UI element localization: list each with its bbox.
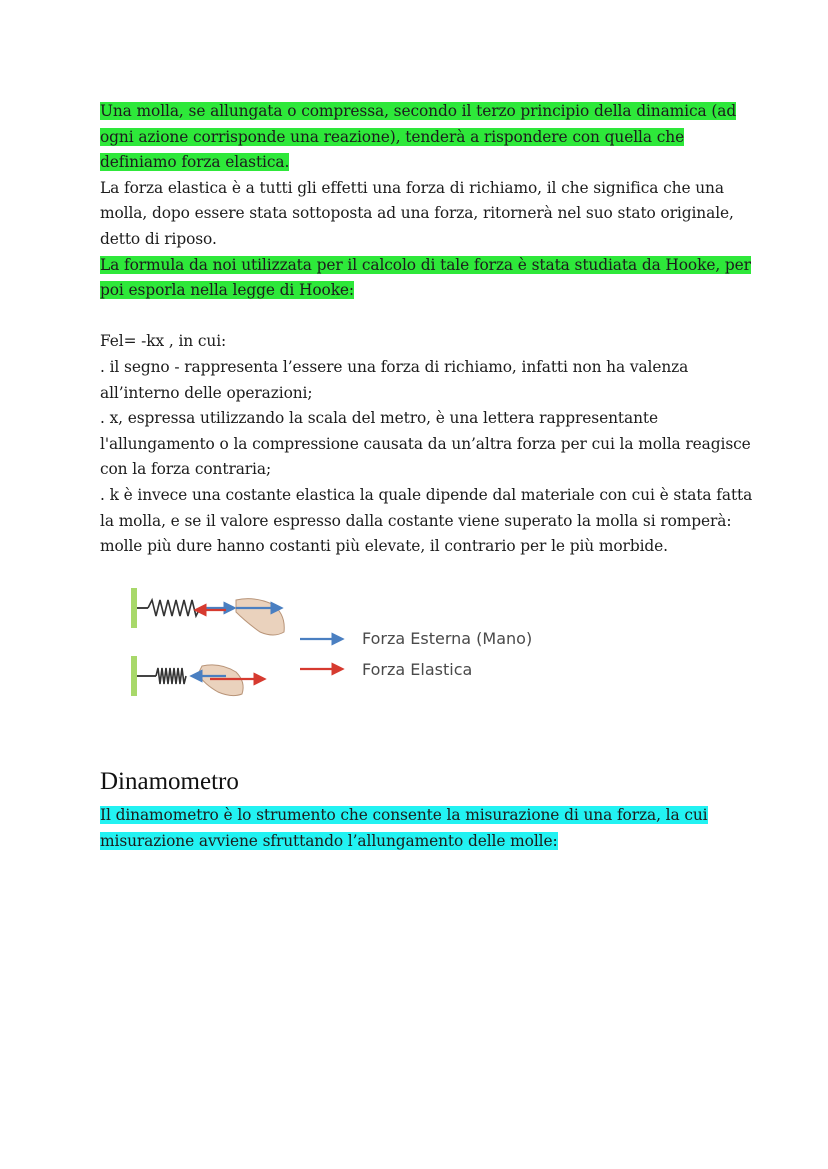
legend-elastic-label: Forza Elastica: [362, 660, 473, 679]
text-line: poi esporla nella legge di Hooke:: [100, 281, 355, 300]
stretched-spring: [131, 588, 284, 635]
text-line: la molla, e se il valore espresso dalla costante viene superato la molla si romperà:: [100, 511, 732, 530]
compressed-spring: [131, 656, 264, 696]
text-line: ogni azione corrisponde una reazione), tenderà a rispondere con quella che: [100, 127, 685, 146]
text-line: definiamo forza elastica.: [100, 153, 290, 172]
spring-icon: [156, 668, 186, 684]
legend: [300, 629, 532, 679]
blank-line: [100, 304, 740, 330]
text-line: Il dinamometro è lo strumento che consente la misurazione di una forza, la cui: [100, 806, 708, 824]
notes-body: [100, 99, 753, 560]
text-line: . il segno - rappresenta l’essere una forza di richiamo, infatti non ha valenza: [100, 357, 689, 376]
section-body: [100, 803, 740, 854]
spring-figure: [126, 580, 556, 705]
hand-icon: [236, 599, 284, 635]
wall-icon: [131, 588, 137, 628]
spring-illustration: [126, 580, 556, 705]
text-line: con la forza contraria;: [100, 460, 272, 479]
legend-external-label: Forza Esterna (Mano): [362, 629, 533, 648]
text-line: . x, espressa utilizzando la scala del metro, è una lettera rappresentante: [100, 409, 658, 428]
text-line: molla, dopo essere stata sottoposta ad una forza, ritornerà nel suo stato originale,: [100, 204, 734, 223]
text-line: Una molla, se allungata o compressa, secondo il terzo principio della dinamica (ad: [100, 102, 737, 120]
text-line: misurazione avviene sfruttando l’allungamento delle molle:: [100, 831, 558, 850]
text-line: molle più dure hanno costanti più elevate, il contrario per le più morbide.: [100, 537, 668, 556]
text-line: La formula da noi utilizzata per il calcolo di tale forza è stata studiata da Hooke, per: [100, 255, 751, 274]
section-title: Dinamometro: [100, 768, 239, 795]
text-line: La forza elastica è a tutti gli effetti una forza di richiamo, il che significa che una: [100, 178, 724, 197]
text-line: l'allungamento o la compressione causata da un’altra forza per cui la molla reagisce: [100, 434, 751, 453]
text-line: detto di riposo.: [100, 229, 217, 248]
wall-icon: [131, 656, 137, 696]
spring-icon: [148, 600, 200, 616]
text-line: . k è invece una costante elastica la quale dipende dal materiale con cui è stata fatta: [100, 485, 753, 504]
hand-icon: [198, 665, 243, 696]
formula-line: Fel= -kx , in cui:: [100, 332, 227, 351]
text-line: all’interno delle operazioni;: [100, 383, 313, 402]
